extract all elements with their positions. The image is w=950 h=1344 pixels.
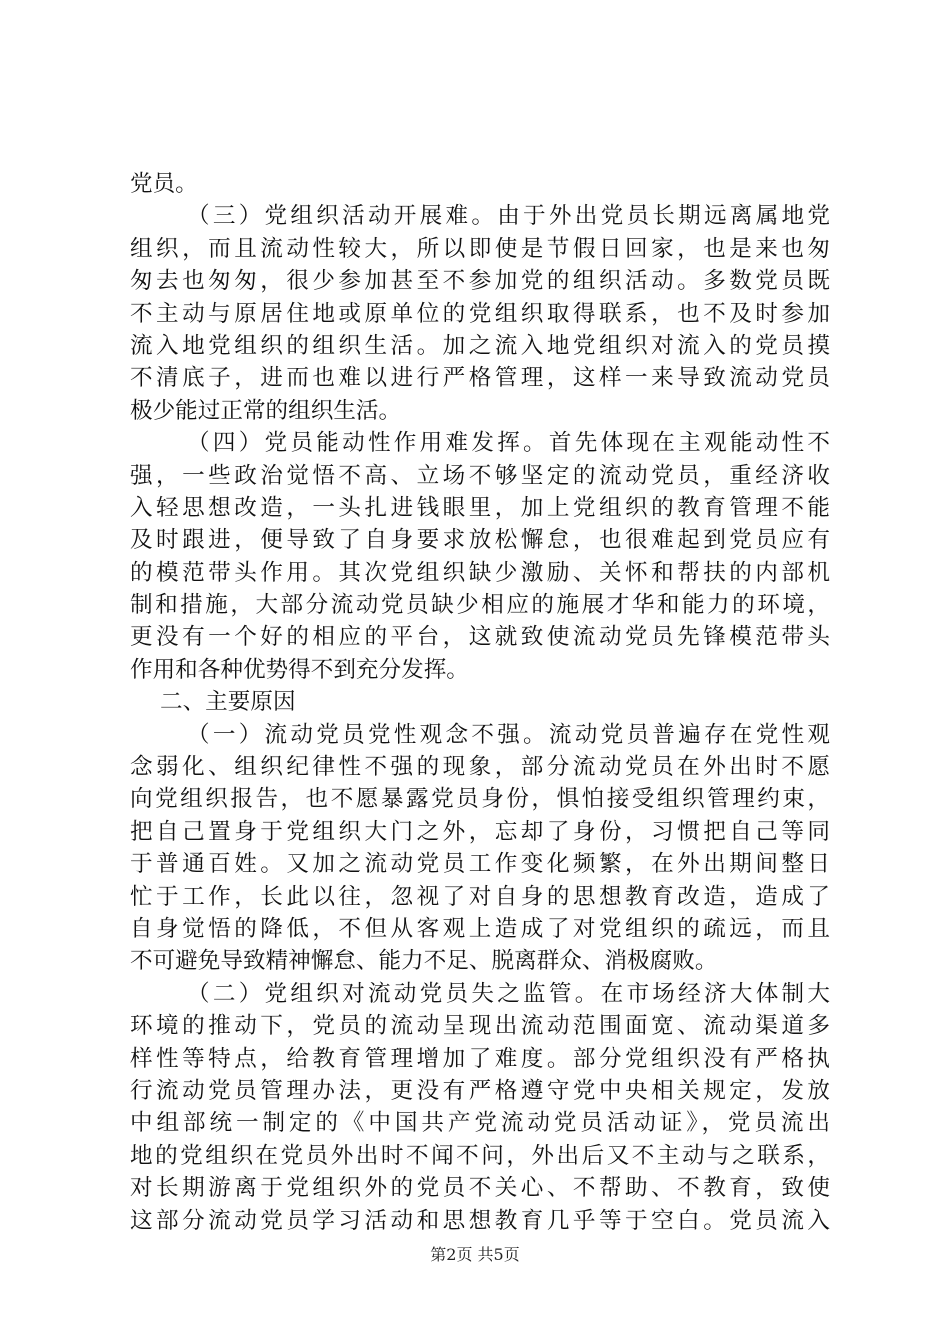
text-line: 的模范带头作用。其次党组织缺少激励、关怀和帮扶的内部机	[130, 559, 830, 586]
text-line: 更没有一个好的相应的平台，这就致使流动党员先锋模范带头	[130, 624, 830, 651]
text-line: （三）党组织活动开展难。由于外出党员长期远离属地党	[187, 203, 830, 230]
text-line: 样性等特点，给教育管理增加了难度。部分党组织没有严格执	[130, 1045, 830, 1072]
text-line: 制和措施，大部分流动党员缺少相应的施展才华和能力的环境，	[130, 592, 830, 619]
text-line: （一）流动党员党性观念不强。流动党员普遍存在党性观	[187, 721, 830, 748]
text-line: 把自己置身于党组织大门之外，忘却了身份，习惯把自己等同	[130, 818, 830, 845]
page-footer: 第2页 共5页	[430, 1245, 520, 1264]
text-line: 不可避免导致精神懈怠、能力不足、脱离群众、消极腐败。	[130, 948, 718, 975]
text-line: 及时跟进，便导致了自身要求放松懈怠，也很难起到党员应有	[130, 527, 830, 554]
text-line: 作用和各种优势得不到充分发挥。	[130, 656, 469, 683]
text-line: 中组部统一制定的《中国共产党流动党员活动证》，党员流出	[130, 1110, 830, 1137]
text-line: 自身觉悟的降低，不但从客观上造成了对党组织的疏远，而且	[130, 915, 830, 942]
text-line: 二、主要原因	[160, 689, 296, 716]
text-line: 流入地党组织的组织生活。加之流入地党组织对流入的党员摸	[130, 332, 830, 359]
text-line: 这部分流动党员学习活动和思想教育几乎等于空白。党员流入	[130, 1207, 830, 1234]
text-line: 不清底子，进而也难以进行严格管理，这样一来导致流动党员	[130, 365, 830, 392]
text-line: 地的党组织在党员外出时不闻不问，外出后又不主动与之联系，	[130, 1142, 830, 1169]
text-line: 环境的推动下，党员的流动呈现出流动范围面宽、流动渠道多	[130, 1013, 830, 1040]
text-line: 入轻思想改造，一头扎进钱眼里，加上党组织的教育管理不能	[130, 494, 830, 521]
text-line: 对长期游离于党组织外的党员不关心、不帮助、不教育，致使	[130, 1175, 830, 1202]
document-body	[130, 168, 830, 1237]
text-line: 向党组织报告，也不愿暴露党员身份，惧怕接受组织管理约束，	[130, 786, 830, 813]
text-line: 行流动党员管理办法，更没有严格遵守党中央相关规定，发放	[130, 1077, 830, 1104]
text-line: 不主动与原居住地或原单位的党组织取得联系，也不及时参加	[130, 300, 830, 327]
text-line: 组织，而且流动性较大，所以即使是节假日回家，也是来也匆	[130, 235, 830, 262]
text-line: 极少能过正常的组织生活。	[130, 397, 402, 424]
text-line: （二）党组织对流动党员失之监管。在市场经济大体制大	[187, 980, 830, 1007]
text-line: （四）党员能动性作用难发挥。首先体现在主观能动性不	[187, 430, 830, 457]
text-line: 匆去也匆匆，很少参加甚至不参加党的组织活动。多数党员既	[130, 268, 830, 295]
text-line: 党员。	[130, 171, 198, 197]
text-line: 强，一些政治觉悟不高、立场不够坚定的流动党员，重经济收	[130, 462, 830, 489]
text-line: 念弱化、组织纪律性不强的现象，部分流动党员在外出时不愿	[130, 754, 830, 781]
text-line: 于普通百姓。又加之流动党员工作变化频繁，在外出期间整日	[130, 851, 830, 878]
text-line: 忙于工作，长此以往，忽视了对自身的思想教育改造，造成了	[130, 883, 830, 910]
